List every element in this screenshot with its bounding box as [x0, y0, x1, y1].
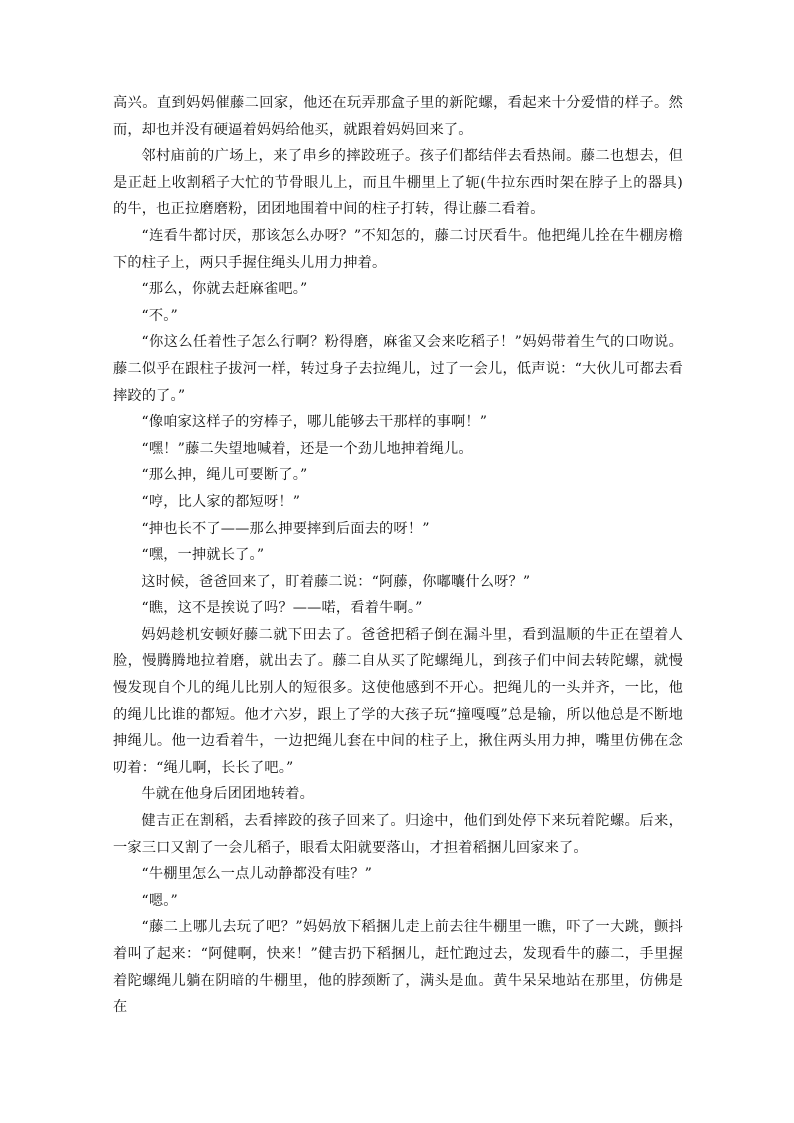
paragraph: “哼，比人家的都短呀！” [141, 493, 301, 510]
paragraph: 健吉正在割稻，去看摔跤的孩子回来了。归途中，他们到处停下来玩着陀螺。后来，一家三口又割了一会儿稻子，眼看太阳就要落山，才担着稻捆儿回家来了。 [113, 813, 683, 856]
paragraph: “嗯。” [141, 892, 178, 909]
paragraph: “你这么任着性子怎么行啊？粉得磨，麻雀又会来吃稻子！”妈妈带着生气的口吻说。藤二似乎在跟柱子拔河一样，转过身子去拉绳儿，过了一会儿，低声说：“大伙儿可都去看摔跤的了。” [113, 334, 683, 404]
paragraph: “嘿！”藤二失望地喊着，还是一个劲儿地抻着绳儿。 [141, 440, 473, 457]
paragraph: “那么抻，绳儿可要断了。” [141, 467, 308, 484]
paragraph: “不。” [141, 307, 178, 324]
paragraph: “牛棚里怎么一点儿动静都没有哇？” [141, 866, 373, 883]
paragraph: 高兴。直到妈妈催藤二回家，他还在玩弄那盒子里的新陀螺，看起来十分爱惜的样子。然而，却也并没有硬逼着妈妈给他买，就跟着妈妈回来了。 [113, 95, 683, 138]
paragraph: “那么，你就去赶麻雀吧。” [141, 281, 308, 298]
paragraph: 邻村庙前的广场上，来了串乡的摔跤班子。孩子们都结伴去看热闹。藤二也想去，但是正赶上收割稻子大忙的节骨眼儿上，而且牛棚里上了轭(牛拉东西时架在脖子上的器具)的牛，也正拉磨磨粉，团团地围着中间的柱子打转，得让藤二看着。 [113, 148, 683, 218]
paragraph: 妈妈趁机安顿好藤二就下田去了。爸爸把稻子倒在漏斗里，看到温顺的牛正在望着人脸，慢腾腾地拉着磨，就出去了。藤二自从买了陀螺绳儿，到孩子们中间去转陀螺，就慢慢发现自个儿的绳儿比别人的短很多。这使他感到不开心。把绳儿的一头并齐，一比，他的绳儿比谁的都短。他才六岁，跟上了学的大孩子玩“撞嘎嘎”总是输，所以他总是不断地抻绳儿。他一边看着牛，一边把绳儿套在中间的柱子上，揪住两头用力抻，嘴里仿佛在念叨着：“绳儿啊，长长了吧。” [113, 626, 683, 776]
paragraph: “藤二上哪儿去玩了吧？”妈妈放下稻捆儿走上前去往牛棚里一瞧，吓了一大跳，颤抖着叫了起来：“阿健啊，快来！”健吉扔下稻捆儿，赶忙跑过去，发现看牛的藤二，手里握着陀螺绳儿躺在阴暗的牛棚里，他的脖颈断了，满头是血。黄牛呆呆地站在那里，仿佛是在 [113, 919, 683, 1016]
paragraph: “抻也长不了——那么抻要摔到后面去的呀！” [141, 520, 430, 537]
document-body [113, 90, 683, 1021]
paragraph: “嘿，一抻就长了。” [141, 547, 265, 564]
paragraph: 这时候，爸爸回来了，盯着藤二说：“阿藤，你嘟囔什么呀？” [141, 573, 531, 590]
paragraph: “瞧，这不是挨说了吗？——喏，看着牛啊。” [141, 600, 423, 617]
paragraph: “连看牛都讨厌，那该怎么办呀？”不知怎的，藤二讨厌看牛。他把绳儿拴在牛棚房檐下的柱子上，两只手握住绳头儿用力抻着。 [113, 227, 683, 271]
paragraph: 牛就在他身后团团地转着。 [141, 786, 315, 803]
paragraph: “像咱家这样子的穷棒子，哪儿能够去干那样的事啊！” [141, 414, 488, 431]
